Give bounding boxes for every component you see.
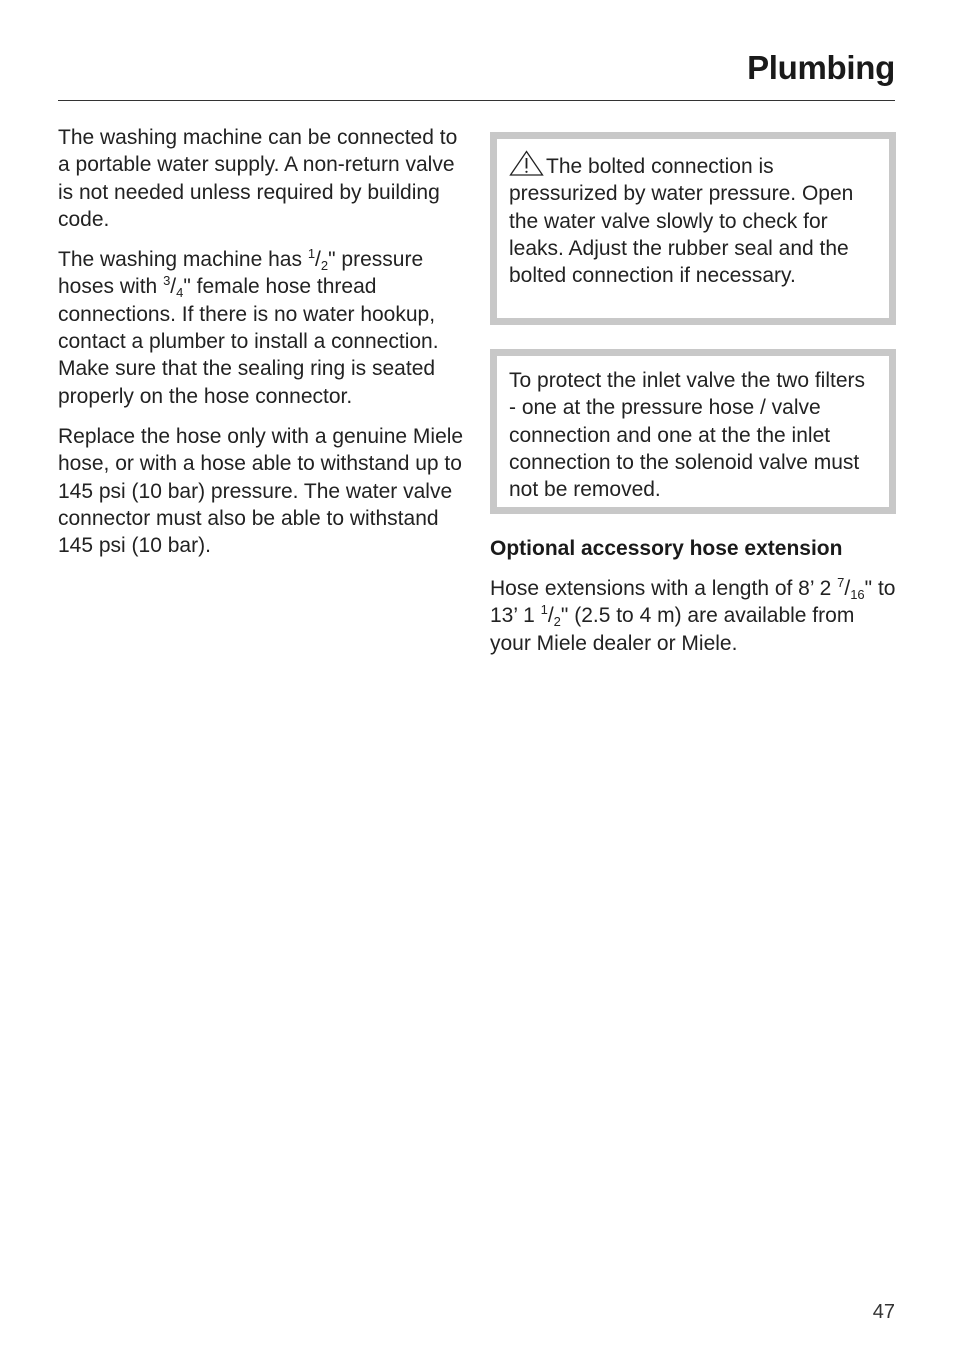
warning-triangle-icon — [509, 150, 544, 176]
fraction-denominator: 16 — [850, 587, 865, 602]
fraction-slash: / — [315, 248, 321, 272]
section-subheading: Optional accessory hose extension — [490, 537, 843, 560]
hose-size-text-2: " pressure hoses with — [58, 248, 424, 299]
warning-paragraph — [509, 150, 876, 289]
fraction-numerator: 1 — [307, 246, 316, 262]
fraction-denominator: 4 — [176, 285, 184, 301]
fraction-denominator: 2 — [553, 614, 561, 630]
title-divider — [58, 100, 895, 101]
fraction-numerator: 3 — [163, 273, 171, 289]
fraction-slash: / — [170, 275, 177, 299]
note-box — [490, 349, 896, 514]
hose-size-text-1: The washing machine has — [58, 248, 308, 272]
warning-text: The bolted connection is pressurized by water pressure. Open the water valve slowly to check for leaks. Adjust the rubber seal and the bolted connection if necessary. — [509, 155, 854, 288]
hose-size-paragraph — [58, 246, 470, 410]
hose-replacement-paragraph: Replace the hose only with a genuine Miele hose, or with a hose able to withstand up to 145 psi (10 bar) pressure. The water valve connector must also be able to withstand 145 psi (10 bar). — [58, 424, 464, 558]
fraction-slash: / — [547, 604, 554, 628]
page-title: Plumbing — [747, 49, 895, 86]
extension-text-3: " (2.5 to 4 m) are available from your Miele dealer or Miele. — [490, 604, 855, 655]
fraction-numerator: 7 — [837, 575, 845, 590]
hose-extension-paragraph — [490, 575, 896, 657]
warning-box — [490, 132, 896, 325]
fraction-numerator: 1 — [540, 602, 548, 618]
supply-paragraph: The washing machine can be connected to a portable water supply. A non-return valve is not needed unless required by building code. — [58, 126, 458, 231]
fraction-denominator: 2 — [320, 258, 329, 274]
hose-size-text-3: " female hose thread connections. If there is no water hookup, contact a plumber to install a connection. Make sure that the sealing ring is seated properly on the hose connector. — [58, 275, 439, 408]
extension-text-1: Hose extensions with a length of 8’ 2 — [490, 577, 838, 600]
left-column — [58, 124, 470, 572]
right-column — [490, 132, 896, 670]
page-number: 47 — [872, 1301, 895, 1323]
note-text: To protect the inlet valve the two filters - one at the pressure hose / valve connection and one at the the inlet connection to the solenoid valve must not be removed. — [509, 369, 866, 502]
extension-text-2: " to 13’ 1 — [490, 577, 896, 628]
fraction-slash: / — [844, 577, 851, 600]
